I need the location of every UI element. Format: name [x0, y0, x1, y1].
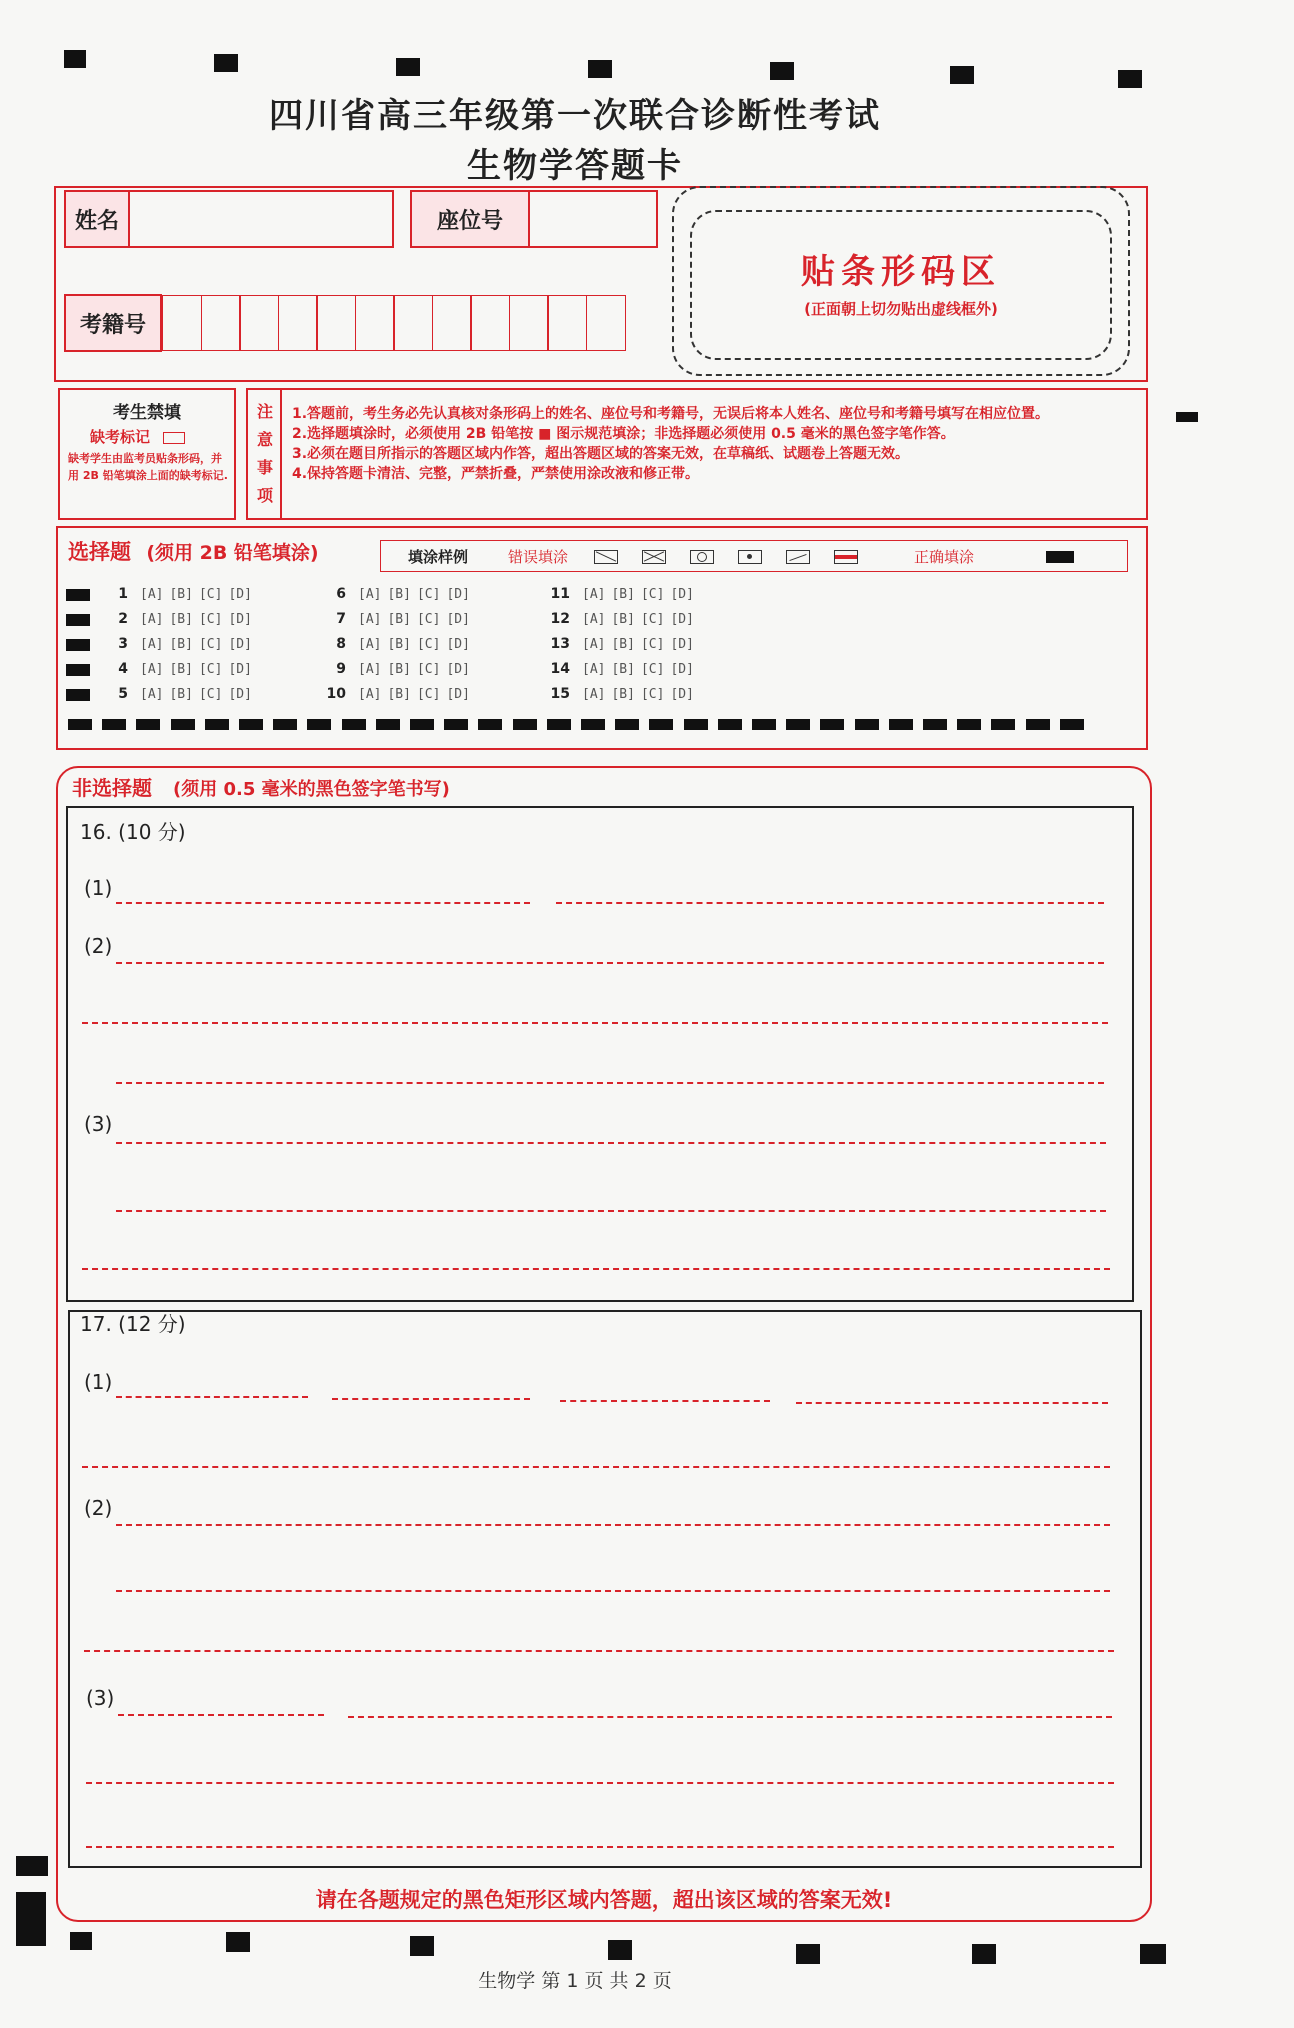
answer-bubble[interactable]: [C]	[198, 687, 223, 702]
answer-options	[140, 586, 258, 602]
question-number: 4	[118, 661, 128, 677]
answer-line[interactable]	[86, 1846, 1114, 1848]
notice-divider	[280, 390, 282, 518]
answer-options	[582, 586, 700, 602]
absent-mark-text: 缺考标记	[90, 428, 151, 446]
question-number: 3	[118, 636, 128, 652]
q16-title: 16. (10 分)	[80, 820, 186, 844]
row-mark	[66, 589, 90, 601]
sync-mark	[64, 50, 86, 68]
notice-label: 注意事项	[256, 402, 273, 505]
q16-part1-label: (1)	[84, 876, 113, 900]
answer-bubble[interactable]: [B]	[387, 587, 411, 602]
q17-part3-label: (3)	[86, 1686, 115, 1710]
answer-bubble[interactable]: [C]	[640, 587, 665, 602]
answer-bubble[interactable]: [C]	[640, 637, 665, 652]
answer-bubble[interactable]: [D]	[228, 687, 252, 702]
row-mark	[66, 689, 90, 701]
answer-line[interactable]	[82, 1466, 1110, 1468]
choice-title-text: 选择题	[68, 540, 131, 564]
answer-bubble[interactable]: [B]	[611, 662, 635, 677]
answer-bubble[interactable]: [C]	[198, 612, 223, 627]
choice-question-row	[98, 636, 258, 652]
q16-answer-box[interactable]	[66, 806, 1134, 1302]
answer-line[interactable]	[116, 1590, 1110, 1592]
answer-bubble[interactable]: [B]	[611, 612, 635, 627]
answer-bubble[interactable]: [B]	[387, 612, 411, 627]
choice-question-row	[316, 611, 476, 627]
sync-mark	[588, 60, 612, 78]
answer-options	[582, 686, 700, 702]
answer-bubble[interactable]: [A]	[140, 587, 164, 602]
timing-mark	[513, 719, 537, 730]
answer-bubble[interactable]: [A]	[140, 662, 164, 677]
timing-mark	[615, 719, 639, 730]
question-number: 8	[336, 636, 346, 652]
answer-bubble[interactable]: [A]	[582, 662, 606, 677]
answer-bubble[interactable]: [C]	[198, 637, 223, 652]
timing-mark	[1026, 719, 1050, 730]
timing-mark	[752, 719, 776, 730]
answer-bubble[interactable]: [B]	[611, 687, 635, 702]
sync-mark	[608, 1940, 632, 1960]
sync-mark	[226, 1932, 250, 1952]
timing-mark	[478, 719, 502, 730]
wrong-sample-check	[786, 550, 810, 564]
notice-list	[292, 404, 1132, 484]
row-mark	[66, 664, 90, 676]
timing-mark	[547, 719, 571, 730]
name-label: 姓名	[64, 190, 130, 248]
answer-bubble[interactable]: [C]	[416, 637, 441, 652]
answer-bubble[interactable]: [A]	[582, 612, 606, 627]
notice-item: 3.必须在题目所指示的答题区域内作答，超出答题区域的答案无效，在草稿纸、试题卷上答题无效。	[292, 446, 910, 462]
answer-bubble[interactable]: [D]	[228, 587, 252, 602]
answer-options	[582, 636, 700, 652]
sync-mark	[1140, 1944, 1166, 1964]
answer-line[interactable]	[86, 1782, 1114, 1784]
answer-options	[358, 661, 476, 677]
question-number: 5	[118, 686, 128, 702]
answer-bubble[interactable]: [A]	[140, 687, 164, 702]
answer-bubble[interactable]: [D]	[228, 662, 252, 677]
choice-question-row	[316, 586, 476, 602]
sync-mark	[972, 1944, 996, 1964]
wrong-sample-dot	[738, 550, 762, 564]
timing-mark	[581, 719, 605, 730]
answer-bubble[interactable]: [A]	[582, 637, 606, 652]
q16-part2-label: (2)	[84, 934, 113, 958]
answer-line[interactable]	[116, 902, 530, 904]
question-number: 7	[336, 611, 346, 627]
q16-part3-label: (3)	[84, 1112, 113, 1136]
question-number: 13	[550, 636, 570, 652]
sync-mark	[770, 62, 794, 80]
name-field[interactable]	[128, 190, 394, 248]
answer-bubble[interactable]: [D]	[446, 587, 470, 602]
q17-answer-box[interactable]	[68, 1310, 1142, 1868]
answer-bubble[interactable]: [C]	[416, 612, 441, 627]
absent-desc: 缺考学生由监考员贴条形码，并用 2B 铅笔填涂上面的缺考标记.	[68, 452, 228, 482]
answer-bubble[interactable]: [C]	[416, 662, 441, 677]
timing-mark	[376, 719, 400, 730]
wrong-label: 错误填涂	[508, 548, 569, 566]
answer-line[interactable]	[332, 1398, 530, 1400]
choice-question-row	[540, 586, 700, 602]
page-title: 四川省高三年级第一次联合诊断性考试	[269, 96, 881, 136]
timing-mark	[171, 719, 195, 730]
choice-question-row	[98, 586, 258, 602]
answer-bubble[interactable]: [A]	[140, 637, 164, 652]
answer-bubble[interactable]: [C]	[640, 687, 665, 702]
answer-bubble[interactable]: [A]	[582, 587, 606, 602]
question-number: 2	[118, 611, 128, 627]
answer-bubble[interactable]: [C]	[198, 662, 223, 677]
nonchoice-title-text: 非选择题	[72, 776, 152, 800]
answer-line[interactable]	[116, 1082, 1104, 1084]
timing-mark	[205, 719, 229, 730]
timing-mark	[923, 719, 947, 730]
choice-question-row	[316, 686, 476, 702]
answer-bubble[interactable]: [D]	[670, 687, 694, 702]
timing-mark	[1060, 719, 1084, 730]
answer-line[interactable]	[116, 1396, 308, 1398]
timing-mark	[273, 719, 297, 730]
sample-row	[408, 546, 1074, 567]
timing-mark	[307, 719, 331, 730]
q17-part2-label: (2)	[84, 1496, 113, 1520]
answer-bubble[interactable]: [D]	[446, 687, 470, 702]
answer-line[interactable]	[116, 1210, 1106, 1212]
timing-mark	[239, 719, 263, 730]
timing-mark	[342, 719, 366, 730]
answer-options	[358, 586, 476, 602]
wrong-sample-circle	[690, 550, 714, 564]
timing-mark	[410, 719, 434, 730]
answer-bubble[interactable]: [C]	[640, 662, 665, 677]
timing-mark	[684, 719, 708, 730]
timing-mark	[991, 719, 1015, 730]
answer-bubble[interactable]: [D]	[446, 612, 470, 627]
answer-bubble[interactable]: [B]	[387, 637, 411, 652]
answer-bubble[interactable]: [B]	[169, 687, 193, 702]
question-number: 9	[336, 661, 346, 677]
answer-line[interactable]	[84, 1650, 1114, 1652]
answer-bubble[interactable]: [D]	[446, 662, 470, 677]
q17-title: 17. (12 分)	[80, 1312, 186, 1336]
timing-mark	[957, 719, 981, 730]
q17-part1-label: (1)	[84, 1370, 113, 1394]
notice-item: 4.保持答题卡清洁、完整，严禁折叠，严禁使用涂改液和修正带。	[292, 466, 700, 482]
timing-mark	[136, 719, 160, 730]
answer-bubble[interactable]: [D]	[670, 637, 694, 652]
answer-bubble[interactable]: [C]	[416, 587, 441, 602]
answer-line[interactable]	[556, 902, 1104, 904]
nonchoice-hint: (须用 0.5 毫米的黑色签字笔书写)	[172, 779, 450, 800]
answer-options	[582, 611, 700, 627]
side-mark	[1176, 412, 1198, 422]
answer-bubble[interactable]: [B]	[169, 587, 193, 602]
sync-mark	[16, 1892, 46, 1946]
question-number: 11	[550, 586, 570, 602]
answer-line[interactable]	[116, 1524, 1110, 1526]
timing-mark	[889, 719, 913, 730]
answer-bubble[interactable]: [C]	[640, 612, 665, 627]
choice-question-row	[98, 611, 258, 627]
timing-mark	[855, 719, 879, 730]
choice-question-row	[540, 686, 700, 702]
sync-mark	[214, 54, 238, 72]
answer-options	[140, 636, 258, 652]
answer-line[interactable]	[796, 1402, 1108, 1404]
sync-mark	[950, 66, 974, 84]
answer-bubble[interactable]: [A]	[358, 687, 382, 702]
choice-question-row	[540, 661, 700, 677]
choice-question-row	[98, 686, 258, 702]
answer-bubble[interactable]: [A]	[358, 662, 382, 677]
answer-bubble[interactable]: [B]	[169, 612, 193, 627]
answer-bubble[interactable]: [B]	[611, 637, 635, 652]
answer-line[interactable]	[82, 1268, 1110, 1270]
question-number: 15	[550, 686, 570, 702]
answer-bubble[interactable]: [B]	[387, 662, 411, 677]
sync-mark	[396, 58, 420, 76]
choice-hint: (须用 2B 铅笔填涂)	[146, 542, 319, 564]
wrong-sample-cross	[642, 550, 666, 564]
answer-bubble[interactable]: [A]	[358, 637, 382, 652]
row-mark	[66, 639, 90, 651]
sync-mark	[796, 1944, 820, 1964]
answer-options	[582, 661, 700, 677]
question-number: 10	[326, 686, 346, 702]
answer-bubble[interactable]: [C]	[416, 687, 441, 702]
answer-line[interactable]	[116, 962, 1104, 964]
answer-line[interactable]	[348, 1716, 1112, 1718]
answer-bubble[interactable]: [A]	[140, 612, 164, 627]
exam-id-label: 考籍号	[64, 294, 162, 352]
sample-label: 填涂样例	[408, 548, 469, 566]
timing-mark	[102, 719, 126, 730]
answer-options	[140, 686, 258, 702]
absent-mark-box[interactable]	[163, 432, 185, 444]
timing-mark	[786, 719, 810, 730]
notice-item: 2.选择题填涂时，必须使用 2B 铅笔按 ■ 图示规范填涂；非选择题必须使用 0.5 毫米的黑色签字笔作答。	[292, 426, 955, 442]
choice-question-row	[98, 661, 258, 677]
choice-question-row	[316, 636, 476, 652]
page-number: 生物学 第 1 页 共 2 页	[478, 1970, 672, 1992]
sync-mark	[1118, 70, 1142, 88]
answer-options	[140, 661, 258, 677]
answer-line[interactable]	[82, 1022, 1108, 1024]
answer-bubble[interactable]: [A]	[582, 687, 606, 702]
row-mark	[66, 614, 90, 626]
footer-warning: 请在各题规定的黑色矩形区域内答题，超出该区域的答案无效!	[315, 1888, 893, 1912]
answer-bubble[interactable]: [D]	[446, 637, 470, 652]
choice-question-row	[316, 661, 476, 677]
page-subtitle: 生物学答题卡	[467, 146, 683, 186]
answer-bubble[interactable]: [D]	[228, 612, 252, 627]
answer-options	[358, 611, 476, 627]
answer-bubble[interactable]: [D]	[670, 612, 694, 627]
wrong-sample-slash	[594, 550, 618, 564]
right-sample	[1046, 551, 1074, 563]
answer-bubble[interactable]: [C]	[198, 587, 223, 602]
question-number: 14	[550, 661, 570, 677]
wrong-sample-half	[834, 550, 858, 564]
barcode-note: (正面朝上切勿贴出虚线框外)	[804, 300, 998, 318]
nonchoice-title	[72, 772, 450, 801]
barcode-title: 贴条形码区	[801, 252, 1001, 292]
answer-options	[140, 611, 258, 627]
exam-id-grid[interactable]	[162, 295, 624, 351]
answer-bubble[interactable]: [D]	[228, 637, 252, 652]
seat-field[interactable]	[528, 190, 658, 248]
answer-bubble[interactable]: [A]	[358, 587, 382, 602]
timing-mark	[68, 719, 92, 730]
choice-question-row	[540, 636, 700, 652]
answer-options	[358, 686, 476, 702]
answer-bubble[interactable]: [D]	[670, 662, 694, 677]
question-number: 12	[550, 611, 570, 627]
answer-bubble[interactable]: [D]	[670, 587, 694, 602]
answer-line[interactable]	[560, 1400, 770, 1402]
timing-mark	[444, 719, 468, 730]
answer-line[interactable]	[116, 1142, 1106, 1144]
absent-title: 考生禁填	[113, 403, 181, 423]
timing-mark	[649, 719, 673, 730]
sync-mark	[16, 1856, 48, 1876]
answer-bubble[interactable]: [A]	[358, 612, 382, 627]
timing-mark	[718, 719, 742, 730]
sync-mark	[70, 1932, 92, 1950]
answer-bubble[interactable]: [B]	[169, 637, 193, 652]
sync-mark	[410, 1936, 434, 1956]
question-number: 6	[336, 586, 346, 602]
timing-mark	[820, 719, 844, 730]
answer-line[interactable]	[118, 1714, 324, 1716]
answer-bubble[interactable]: [B]	[169, 662, 193, 677]
right-label: 正确填涂	[914, 548, 975, 566]
answer-bubble[interactable]: [B]	[611, 587, 635, 602]
choice-title	[68, 536, 319, 566]
choice-question-row	[540, 611, 700, 627]
seat-label: 座位号	[410, 190, 530, 248]
answer-bubble[interactable]: [B]	[387, 687, 411, 702]
question-number: 1	[118, 586, 128, 602]
notice-item: 1.答题前，考生务必先认真核对条形码上的姓名、座位号和考籍号，无误后将本人姓名、座位号和考籍号填写在相应位置。	[292, 406, 1050, 422]
answer-options	[358, 636, 476, 652]
absent-mark-label	[90, 426, 185, 447]
